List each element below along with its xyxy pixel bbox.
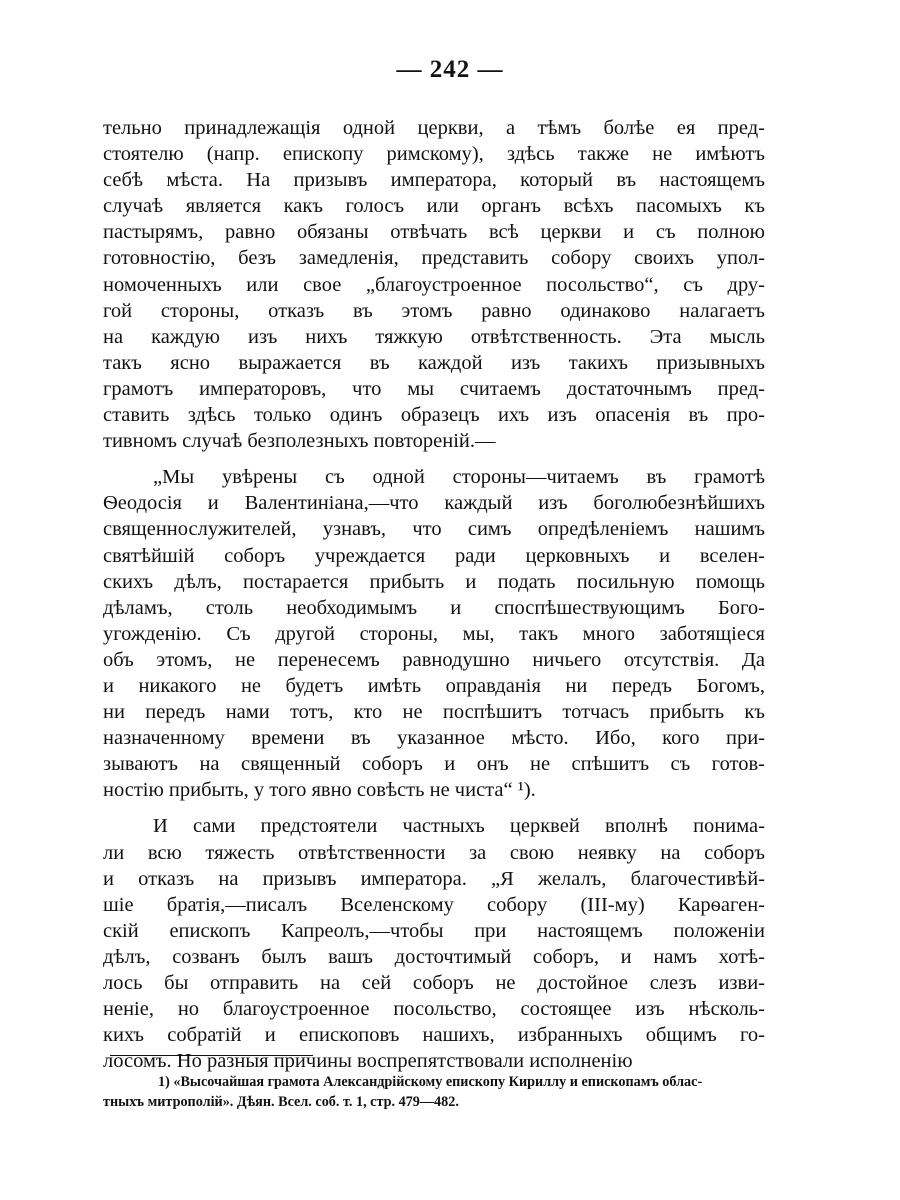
text-line: и отказъ на призывъ императора. „Я желалъ, благочестивѣй- <box>103 867 765 890</box>
paragraph <box>103 115 765 454</box>
text-line: дѣлъ, созванъ былъ вашъ досточтимый соборъ, и намъ хотѣ- <box>103 945 765 968</box>
text-line: ностію прибыть, у того явно совѣсть не чиста“ ¹). <box>103 779 536 802</box>
text-line: готовностію, безъ замедленія, представить собору своихъ упол- <box>103 247 765 270</box>
paragraph <box>103 464 765 803</box>
footnote-line: тныхъ митрополій». Дѣян. Всел. соб. т. 1, стр. 479—482. <box>103 1094 459 1110</box>
text-line: лось бы отправить на сей соборъ не достойное слезъ изви- <box>103 972 765 994</box>
body-text <box>103 115 765 1074</box>
text-line: И сами предстоятели частныхъ церквей вполнѣ понима- <box>153 815 765 838</box>
text-line: номоченныхъ или свое „благоустроенное посольство“, съ дру- <box>103 273 765 296</box>
text-line: случаѣ является какъ голосъ или органъ всѣхъ пасомыхъ къ <box>103 195 765 218</box>
text-line: тивномъ случаѣ безполезныхъ повтореній.— <box>103 430 496 453</box>
paragraph <box>103 813 765 1074</box>
text-line: скихъ дѣлъ, постарается прибыть и подать посильную помощь <box>103 570 765 593</box>
text-line: пастырямъ, равно обязаны отвѣчать всѣ церкви и съ полною <box>103 221 765 244</box>
footnotes <box>103 1072 765 1112</box>
text-line: зываютъ на священный соборъ и онъ не спѣшитъ съ готов- <box>103 753 765 776</box>
footnote-divider <box>110 1055 313 1056</box>
text-line: ни передъ нами тотъ, кто не поспѣшитъ тотчасъ прибыть къ <box>103 701 765 724</box>
text-line: угожденію. Съ другой стороны, мы, такъ много заботящіеся <box>103 622 765 645</box>
text-line: себѣ мѣста. На призывъ императора, который въ настоящемъ <box>103 169 765 192</box>
text-line: тельно принадлежащія одной церкви, а тѣмъ болѣе ея пред- <box>103 117 765 139</box>
text-line: „Мы увѣрены съ одной стороны—читаемъ въ грамотѣ <box>153 466 765 489</box>
text-line: такъ ясно выражается въ каждой изъ такихъ призывныхъ <box>103 351 765 374</box>
text-line: скій епископъ Капреолъ,—чтобы при настоящемъ положеніи <box>103 919 765 942</box>
text-line: священнослужителей, узнавъ, что симъ опредѣленіемъ нашимъ <box>103 518 765 541</box>
text-line: и никакого не будетъ имѣть оправданія ни передъ Богомъ, <box>103 674 765 697</box>
text-line: ставить здѣсь только одинъ образецъ ихъ изъ опасенія въ про- <box>103 404 765 427</box>
text-line: неніе, но благоустроенное посольство, состоящее изъ нѣсколь- <box>103 998 765 1021</box>
text-line: ли всю тяжесть отвѣтственности за свою неявку на соборъ <box>103 841 765 864</box>
page-number-header: — 242 — <box>396 56 504 83</box>
text-line: грамотъ императоровъ, что мы считаемъ достаточнымъ пред- <box>103 377 765 400</box>
footnote-line: 1) «Высочайшая грамота Александрійскому епископу Кириллу и епископамъ облас- <box>158 1074 703 1090</box>
text-line: назначенному времени въ указанное мѣсто. Ибо, кого при- <box>103 727 765 750</box>
text-line: Ѳеодосія и Валентиніана,—что каждый изъ боголюбезнѣйшихъ <box>103 492 765 515</box>
text-line: кихъ собратій и епископовъ нашихъ, избранныхъ общимъ го- <box>103 1024 765 1047</box>
text-line: шіе братія,—писалъ Вселенскому собору (III-му) Карѳаген- <box>103 893 765 916</box>
text-line: объ этомъ, не перенесемъ равнодушно ничьего отсутствія. Да <box>103 648 765 671</box>
text-line: святѣйшій соборъ учреждается ради церковныхъ и вселен- <box>103 544 765 567</box>
paragraph-gap <box>103 454 765 464</box>
text-line: лосомъ. Но разныя причины воспрепятствовали исполненію <box>103 1050 633 1073</box>
text-line: гой стороны, отказъ въ этомъ равно одинаково налагаетъ <box>103 299 765 322</box>
text-line: дѣламъ, столь необходимымъ и споспѣшествующимъ Бого- <box>103 596 765 619</box>
text-line: на каждую изъ нихъ тяжкую отвѣтственность. Эта мысль <box>103 325 765 348</box>
text-line: стоятелю (напр. епископу римскому), здѣсь также не имѣютъ <box>103 143 765 166</box>
paragraph-gap <box>103 803 765 813</box>
